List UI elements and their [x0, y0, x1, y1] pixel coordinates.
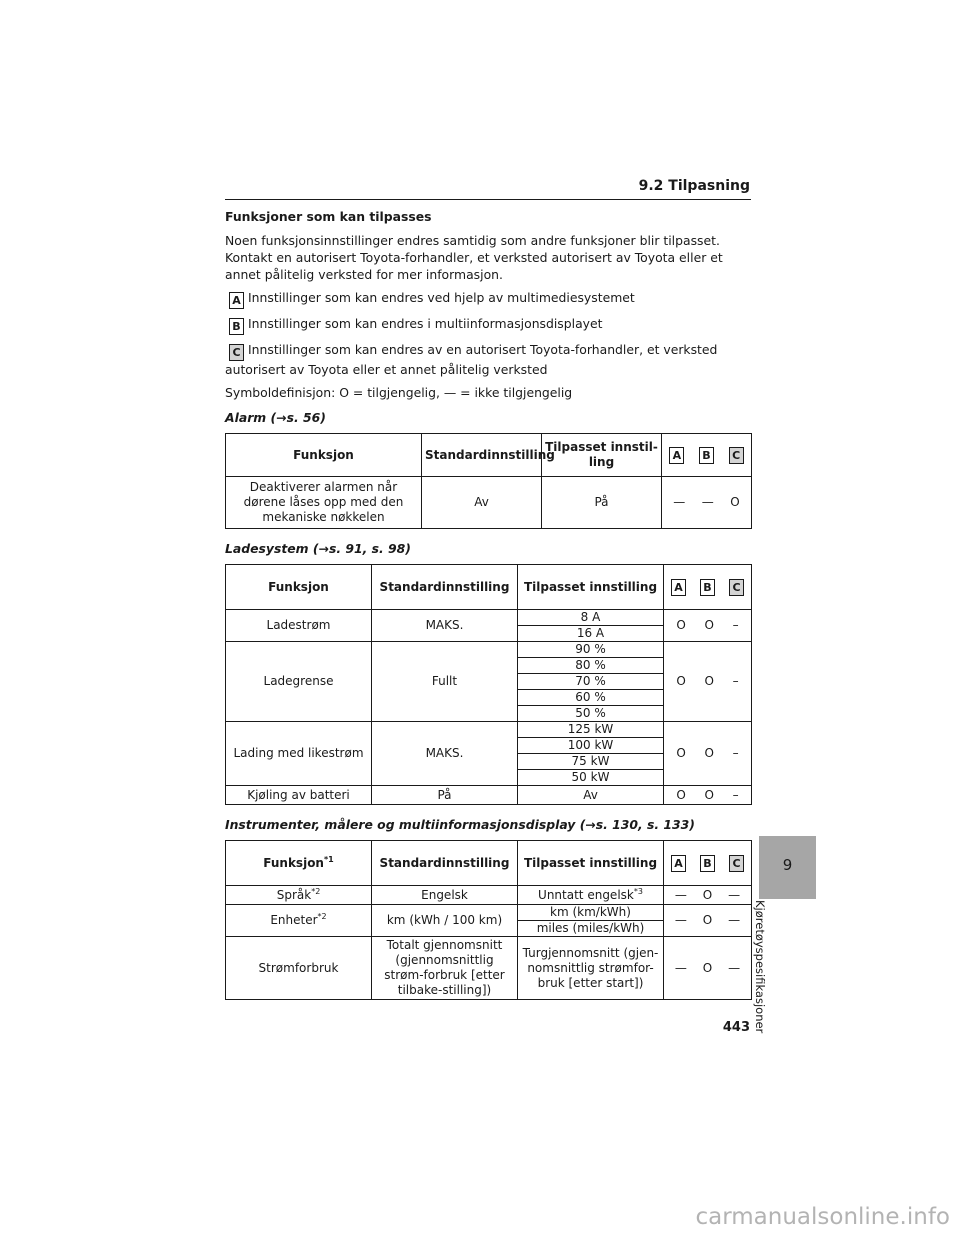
cell-b: O	[704, 746, 714, 760]
cell-abc	[662, 477, 752, 529]
col-header-tilpasset: Tilpasset innstilling	[518, 565, 664, 610]
footnote-marker: *1	[323, 854, 334, 864]
cell-tilpasset: På	[542, 477, 662, 529]
legend-text: Innstillinger som kan endres ved hjelp av multimediesystemet	[248, 290, 635, 305]
symbol-definition: Symboldefinisjon: O = tilgjengelig, — = ikke tilgjengelig	[225, 385, 573, 400]
cell-b: O	[704, 674, 714, 688]
cell-standard: km (kWh / 100 km)	[372, 905, 518, 937]
cell-standard: Fullt	[372, 642, 518, 722]
table-row	[226, 610, 752, 626]
table-row	[226, 477, 752, 529]
cell-b: O	[704, 787, 714, 802]
table-row	[226, 937, 752, 1000]
cell-a: —	[674, 913, 687, 927]
cell-a: —	[673, 495, 686, 509]
chapter-number: 9	[782, 856, 793, 874]
cell-funksjon: Språk$^{*2}$	[226, 886, 372, 905]
cell-option: 50 kW	[518, 770, 664, 786]
ladesystem-table	[225, 564, 752, 805]
alarm-table	[225, 433, 752, 529]
cell-b: O	[702, 960, 713, 975]
cell-abc	[664, 905, 752, 937]
section-title: Funksjoner som kan tilpasses	[225, 209, 432, 224]
table-row	[226, 905, 752, 921]
col-header-funksjon: Funksjon$^{*1}$	[226, 841, 372, 886]
header-divider	[225, 199, 751, 200]
instrumenter-table-title: Instrumenter, målere og multiinformasjonsdisplay (→s. 130, s. 133)	[225, 817, 695, 832]
badge-a: A	[671, 855, 686, 872]
badge-c: C	[729, 447, 744, 464]
col-header-standard: Standardinnstilling	[422, 434, 542, 477]
cell-option: Av	[518, 786, 664, 805]
col-header-abc	[664, 841, 752, 886]
cell-option: 100 kW	[518, 738, 664, 754]
cell-abc	[664, 786, 752, 805]
cell-option: Turgjennomsnitt (gjen-nomsnittlig strømfor-bruk [etter start])	[518, 937, 664, 1000]
badge-c: C	[729, 579, 744, 596]
cell-c: –	[732, 787, 739, 802]
badge-b: B	[700, 855, 715, 872]
col-header-abc	[662, 434, 752, 477]
cell-option: 80 %	[518, 658, 664, 674]
cell-abc	[664, 642, 752, 722]
badge-b: B	[229, 318, 244, 335]
cell-c: —	[728, 960, 741, 975]
cell-abc	[664, 610, 752, 642]
cell-option: 90 %	[518, 642, 664, 658]
cell-funksjon: Lading med likestrøm	[226, 722, 372, 786]
cell-standard: MAKS.	[372, 610, 518, 642]
cell-b: O	[702, 887, 713, 902]
cell-abc	[664, 886, 752, 905]
cell-funksjon: Strømforbruk	[226, 937, 372, 1000]
cell-c: –	[732, 674, 739, 688]
badge-b: B	[700, 579, 715, 596]
col-header-tilpasset: Tilpasset innstilling	[518, 841, 664, 886]
cell-option: miles (miles/kWh)	[518, 921, 664, 937]
cell-c: –	[732, 618, 739, 632]
cell-c: –	[732, 746, 739, 760]
cell-funksjon: Deaktiverer alarmen når dørene låses opp med den mekaniske nøkkelen	[226, 477, 422, 529]
footnote-marker: *2	[317, 912, 327, 921]
cell-option: Unntatt engelsk$^{*3}$	[518, 886, 664, 905]
cell-standard: Totalt gjennomsnitt (gjennomsnittlig strøm-forbruk [etter tilbake-stilling])	[372, 937, 518, 1000]
cell-funksjon: Enheter$^{*2}$	[226, 905, 372, 937]
cell-b: O	[702, 913, 713, 927]
legend-item-a	[225, 289, 751, 309]
cell-b: —	[701, 495, 714, 509]
cell-option: km (km/kWh)	[518, 905, 664, 921]
col-header-funksjon: Funksjon	[226, 565, 372, 610]
ladesystem-table-title: Ladesystem (→s. 91, s. 98)	[225, 541, 411, 556]
col-header-standard: Standardinnstilling	[372, 841, 518, 886]
badge-c: C	[229, 344, 244, 361]
col-header-tilpasset: Tilpasset innstil-ling	[542, 434, 662, 477]
legend-text: Innstillinger som kan endres i multiinformasjonsdisplayet	[248, 316, 603, 331]
cell-funksjon: Kjøling av batteri	[226, 786, 372, 805]
footnote-marker: *3	[633, 886, 643, 896]
cell-a: —	[674, 887, 687, 902]
cell-option: 70 %	[518, 674, 664, 690]
col-header-standard: Standardinnstilling	[372, 565, 518, 610]
cell-option: 75 kW	[518, 754, 664, 770]
cell-c: —	[728, 887, 741, 902]
instrumenter-table	[225, 840, 752, 1000]
cell-c: O	[730, 495, 740, 509]
cell-option: 16 A	[518, 626, 664, 642]
cell-standard: På	[372, 786, 518, 805]
cell-abc	[664, 722, 752, 786]
page-number: 443	[722, 1020, 750, 1035]
legend-text: Innstillinger som kan endres av en autorisert Toyota-forhandler, et verksted autorisert av Toyota eller et annet pålitelig verksted	[225, 342, 718, 377]
table-row	[226, 786, 752, 805]
cell-option: 50 %	[518, 706, 664, 722]
cell-a: —	[674, 960, 687, 975]
cell-option: 60 %	[518, 690, 664, 706]
cell-option: 125 kW	[518, 722, 664, 738]
badge-b: B	[699, 447, 714, 464]
watermark: carmanualsonline.info	[695, 1204, 950, 1230]
chapter-side-label: Kjøretøyspesifikasjoner	[753, 900, 767, 1034]
page-content	[225, 208, 751, 1011]
legend-item-c	[225, 341, 751, 378]
cell-a: O	[676, 746, 686, 760]
cell-abc	[664, 937, 752, 1000]
table-row	[226, 886, 752, 905]
cell-a: O	[676, 618, 686, 632]
cell-a: O	[676, 674, 686, 688]
footnote-marker: *2	[311, 886, 321, 896]
cell-standard: Engelsk	[372, 886, 518, 905]
chapter-title: 9.2 Tilpasning	[638, 178, 750, 194]
col-header-abc	[664, 565, 752, 610]
col-header-funksjon: Funksjon	[226, 434, 422, 477]
alarm-table-title: Alarm (→s. 56)	[225, 410, 326, 425]
badge-a: A	[229, 292, 244, 309]
cell-standard: Av	[422, 477, 542, 529]
cell-a: O	[676, 787, 686, 802]
cell-funksjon: Ladestrøm	[226, 610, 372, 642]
badge-c: C	[729, 855, 744, 872]
cell-funksjon: Ladegrense	[226, 642, 372, 722]
table-row	[226, 722, 752, 738]
intro-paragraph: Noen funksjonsinnstillinger endres samtidig som andre funksjoner blir tilpasset. Kontakt en autorisert Toyota-forhandler, et verksted autorisert av Toyota eller et annet pålitelig verksted for mer informasjon.	[225, 233, 723, 282]
cell-b: O	[704, 618, 714, 632]
badge-a: A	[671, 579, 686, 596]
badge-a: A	[669, 447, 684, 464]
cell-c: —	[728, 913, 741, 927]
cell-option: 8 A	[518, 610, 664, 626]
legend-item-b	[225, 315, 751, 335]
cell-standard: MAKS.	[372, 722, 518, 786]
table-row	[226, 642, 752, 658]
